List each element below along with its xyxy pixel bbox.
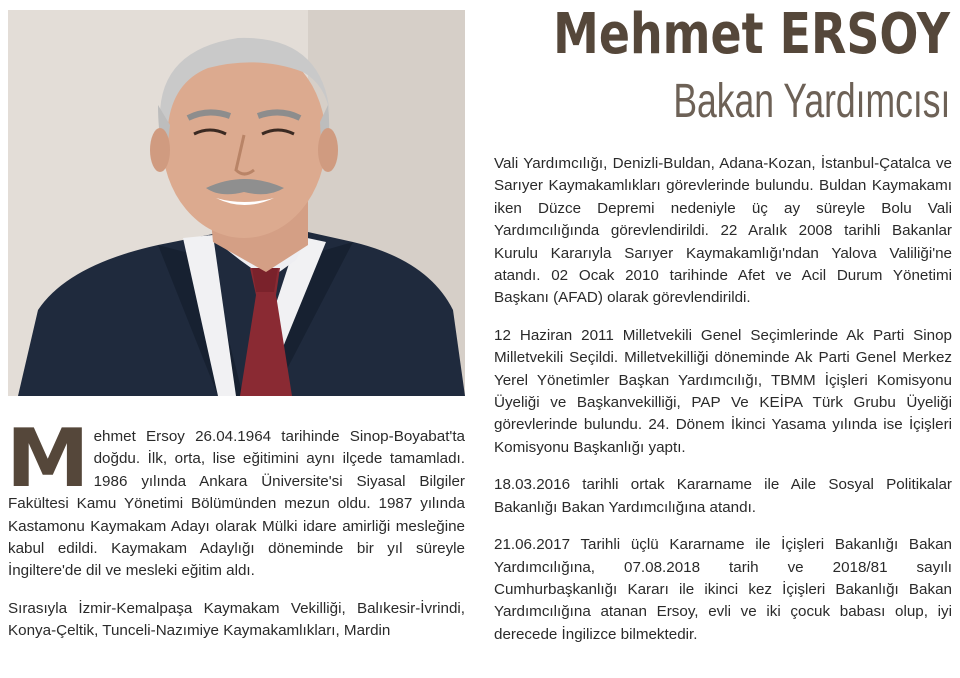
portrait-photo [8, 10, 465, 396]
bio-paragraph-2: Sırasıyla İzmir-Kemalpaşa Kaymakam Vekilliği, Balıkesir-İvrindi, Konya-Çeltik, Tunceli-Nazımiye Kaymakamlıkları, Mardin [8, 599, 465, 640]
bio-paragraph-1-text: ehmet Ersoy 26.04.1964 tarihinde Sinop-Boyabat'ta doğdu. İlk, orta, lise eğitimini aynı ilçede tamamladı. 1986 yılında Ankara Üniversite'si Siyasal Bilgiler Fakültesi Kamu Yönetimi Bölümünden mezun oldu. 1987 yılında Kastamonu Kaymakam Adayı olarak Mülki idare amirliği mesleğine kabul edildi. Kaymakam Adaylığı döneminde bir yıl süreyle İngiltere'de dil ve mesleki eğitim aldı. [8, 428, 465, 580]
bio-right-column [494, 153, 952, 646]
bio-paragraph-5: 18.03.2016 tarihli ortak Kararname ile Aile Sosyal Politikalar Bakanlığı Bakan Yardımcılığına atandı. [494, 476, 952, 516]
person-name: Mehmet ERSOY [553, 2, 950, 67]
bio-left-column [6, 412, 465, 643]
dropcap-letter: M [6, 412, 90, 505]
bio-paragraph-4: 12 Haziran 2011 Milletvekili Genel Seçimlerinde Ak Parti Sinop Milletvekili Seçildi. Milletvekilliği döneminde Ak Parti Genel Merkez Yerel Yönetimler Başkan Yardımcılığı, TBMM İçişleri Komisyonu Üyeliği ve Başkanvekilliği, PAP Ve KEİPA Türk Grubu Üyeliği görevlerinde bulundu. 24. Dönem İkinci Yasama yılında ise İçişleri Komisyonu Başkanlığı yaptı. [494, 326, 952, 456]
bio-paragraph-1 [6, 412, 465, 583]
bio-paragraph-3: Vali Yardımcılığı, Denizli-Buldan, Adana-Kozan, İstanbul-Çatalca ve Sarıyer Kaymakamlıkları görevlerinde bulundu. Buldan Kaymakamı iken Düzce Depremi nedeniyle üç ay süreyle Bolu Vali Yardımcılığında görevlendirildi. 22 Aralık 2008 tarihli Bakanlar Kurulu Kararıyla Sarıyer Kaymakamlığı'ndan Yalova Valiliği'ne atandı. 02 Ocak 2010 tarihinde Afet ve Acil Durum Yönetimi Başkanı (AFAD) olarak görevlendirildi. [494, 155, 952, 307]
person-title: Bakan Yardımcısı [672, 75, 950, 128]
bio-paragraph-6: 21.06.2017 Tarihli üçlü Kararname ile İçişleri Bakanlığı Bakan Yardımcılığına, 07.08.2018 tarih ve 2018/81 sayılı Cumhurbaşkanlığı Kararı ile ikinci kez İçişleri Bakanlığı Bakan Yardımcılığına atanan Ersoy, evli ve iki çocuk babası olup, iyi derecede İngilizce bilmektedir. [494, 536, 952, 643]
portrait-illustration [8, 10, 465, 396]
